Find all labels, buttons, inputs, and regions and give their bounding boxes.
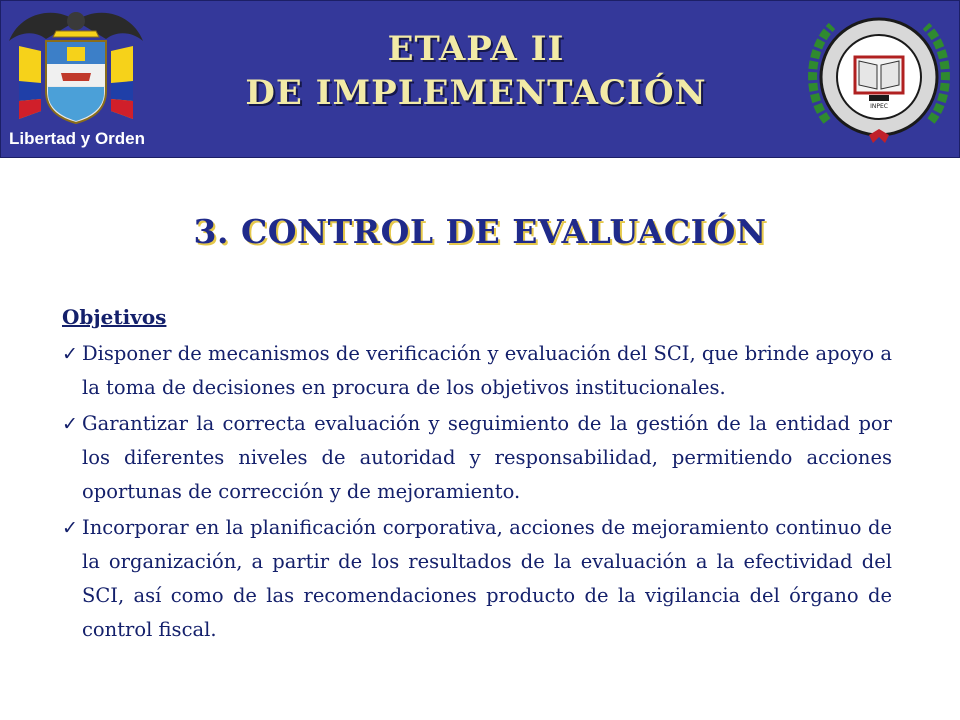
objectives-content [62, 305, 892, 649]
banner-title-line1: ETAPA II [387, 29, 565, 69]
list-item-text: Disponer de mecanismos de verificación y evaluación del SCI, que brinde apoyo a la toma de decisiones en procura de los objetivos institucionales. [82, 342, 892, 399]
inpec-seal-logo [797, 1, 960, 157]
seal-acronym: INPEC [870, 103, 888, 110]
banner-title [151, 27, 801, 115]
list-item [62, 337, 892, 405]
checkmark-icon: ✓ [62, 343, 78, 365]
header-banner [0, 0, 960, 158]
banner-title-line2: DE IMPLEMENTACIÓN [245, 73, 707, 113]
objectives-heading: Objetivos [62, 305, 167, 329]
list-item-text: Incorporar en la planificación corporativa, acciones de mejoramiento continuo de la organización, a partir de los resultados de la evaluación a la efectividad del SCI, así como de las recomendaciones producto de la vigilancia del órgano de control fiscal. [82, 516, 892, 641]
list-item [62, 407, 892, 509]
list-item [62, 511, 892, 647]
logo-left-caption: Libertad y Orden [9, 129, 146, 148]
list-item-text: Garantizar la correcta evaluación y seguimiento de la gestión de la entidad por los diferentes niveles de autoridad y responsabilidad, permitiendo acciones oportunas de corrección y de mejoramiento. [82, 412, 892, 503]
colombia-coat-of-arms-logo [1, 1, 151, 157]
checkmark-icon: ✓ [62, 517, 78, 539]
section-title: 3. CONTROL DE EVALUACIÓN [193, 212, 767, 251]
checkmark-icon: ✓ [62, 413, 78, 435]
inpec-seal-icon [797, 1, 960, 157]
